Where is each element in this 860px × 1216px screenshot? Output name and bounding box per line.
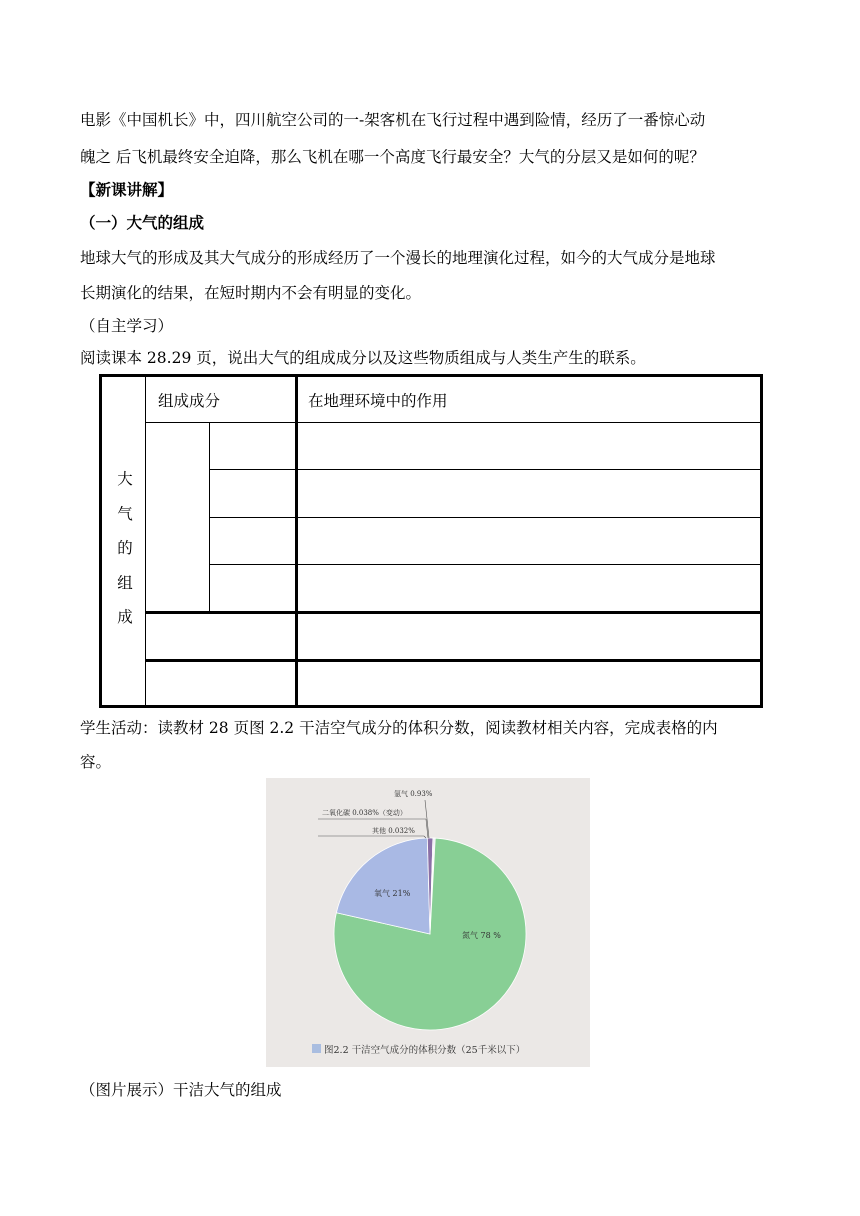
pie-chart-figure <box>266 778 590 1067</box>
self-study-label: （自主学习） <box>80 317 174 335</box>
side-label <box>102 377 148 705</box>
pie-chart <box>266 778 590 1067</box>
leader-line-other-drop <box>424 836 426 838</box>
header-role: 在地理环境中的作用 <box>308 392 448 410</box>
slice-label-oxygen: 氧气 21% <box>374 889 411 898</box>
side-label-char: 的 <box>117 539 133 557</box>
header-composition: 组成成分 <box>158 392 221 410</box>
paragraph-line-2: 长期演化的结果，在短时期内不会有明显的变化。 <box>80 284 422 302</box>
side-label-char: 大 <box>117 470 133 488</box>
side-label-char: 成 <box>117 608 133 626</box>
slice-label-co2: 二氧化碳 0.038%（变动） <box>322 809 407 817</box>
side-label-char: 组 <box>117 574 133 592</box>
chart-title: 图2.2 干洁空气成分的体积分数（25千米以下） <box>324 1045 526 1056</box>
reading-task: 阅读课本 28.29 页，说出大气的组成成分以及这些物质组成与人类生产生的联系。 <box>80 349 646 367</box>
section-heading: （一）大气的组成 <box>80 213 205 232</box>
paragraph-line-1: 地球大气的形成及其大气成分的形成经历了一个漫长的地理演化过程，如今的大气成分是地球 <box>80 249 716 267</box>
slice-label-nitrogen: 氮气 78 % <box>462 931 501 940</box>
legend-swatch <box>312 1044 321 1053</box>
intro-line-1: 电影《中国机长》中，四川航空公司的一-架客机在飞行过程中遇到险情，经历了一番惊心动 <box>80 111 706 129</box>
side-label-char: 气 <box>117 505 133 523</box>
intro-line-2: 魄之 后飞机最终安全迫降，那么飞机在哪一个高度飞行最安全？大气的分层又是如何的呢？ <box>80 148 705 166</box>
new-lesson-heading: 【新课讲解】 <box>80 180 174 199</box>
activity-line-1: 学生活动：读教材 28 页图 2.2 干洁空气成分的体积分数，阅读教材相关内容，完成表格的内 <box>80 719 718 737</box>
activity-line-2: 容。 <box>80 753 112 771</box>
slice-label-other: 其他 0.032% <box>372 827 415 835</box>
composition-table <box>99 374 763 708</box>
figure-caption: （图片展示）干洁大气的组成 <box>80 1081 282 1099</box>
slice-label-argon: 氩气 0.93% <box>394 790 433 798</box>
